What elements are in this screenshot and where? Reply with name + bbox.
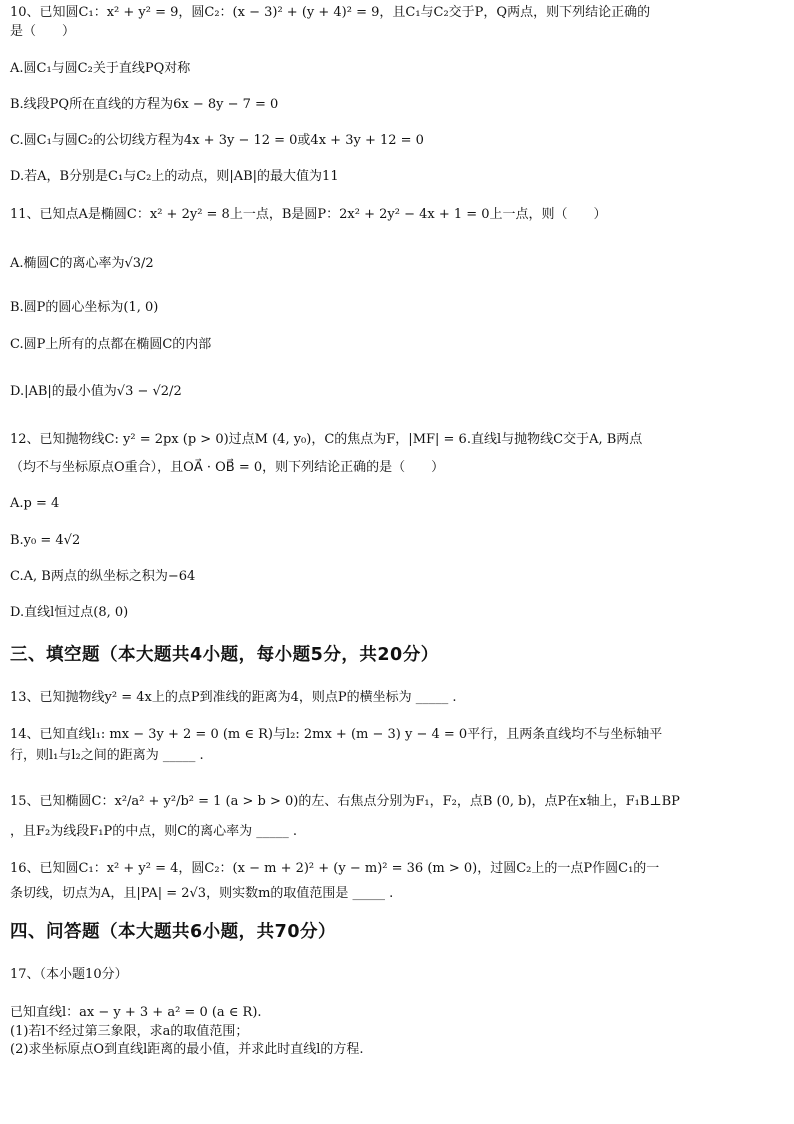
question-17-part-2: (2)求坐标原点O到直线l距离的最小值，并求此时直线l的方程. xyxy=(10,1042,364,1057)
question-17-part-1: (1)若l不经过第三象限，求a的取值范围； xyxy=(10,1024,249,1039)
question-16-continued: 条切线，切点为A，且|PA| = 2√3，则实数m的取值范围是 _____ . xyxy=(10,886,394,901)
question-11-option-b: B.圆P的圆心坐标为(1, 0) xyxy=(10,300,159,315)
section-4-heading: 四、问答题（本大题共6小题，共70分） xyxy=(10,922,337,942)
question-12-option-a: A.p = 4 xyxy=(10,496,60,511)
question-10-stem: 10、已知圆C₁：x² + y² = 9，圆C₂：(x − 3)² + (y + 4)² = 9，且C₁与C₂交于P，Q两点，则下列结论正确的 xyxy=(10,5,651,20)
question-17-stem: 已知直线l：ax − y + 3 + a² = 0 (a ∈ R). xyxy=(10,1005,262,1020)
question-12-option-b: B.y₀ = 4√2 xyxy=(10,533,81,548)
question-14: 14、已知直线l₁: mx − 3y + 2 = 0 (m ∈ R)与l₂: 2mx + (m − 3) y − 4 = 0平行，且两条直线均不与坐标轴平 xyxy=(10,727,663,742)
question-12-stem: 12、已知抛物线C: y² = 2px (p > 0)过点M (4, y₀)，C的焦点为F，|MF| = 6.直线l与抛物线C交于A, B两点 xyxy=(10,432,643,447)
question-10-option-b: B.线段PQ所在直线的方程为6x − 8y − 7 = 0 xyxy=(10,97,279,112)
question-12-option-c: C.A, B两点的纵坐标之积为−64 xyxy=(10,569,196,584)
question-10-option-a: A.圆C₁与圆C₂关于直线PQ对称 xyxy=(10,61,191,76)
question-12-option-d: D.直线l恒过点(8, 0) xyxy=(10,605,129,620)
question-10-stem-continued: 是（ ） xyxy=(10,24,76,39)
question-14-continued: 行，则l₁与l₂之间的距离为 _____ . xyxy=(10,748,204,763)
question-11-option-c: C.圆P上所有的点都在椭圆C的内部 xyxy=(10,337,212,352)
question-11-option-d: D.|AB|的最小值为√3 − √2/2 xyxy=(10,384,182,399)
section-3-heading: 三、填空题（本大题共4小题，每小题5分，共20分） xyxy=(10,645,439,665)
question-11-option-a: A.椭圆C的离心率为√3/2 xyxy=(10,256,154,271)
question-10-option-d: D.若A，B分别是C₁与C₂上的动点，则|AB|的最大值为11 xyxy=(10,169,339,184)
question-16: 16、已知圆C₁：x² + y² = 4，圆C₂：(x − m + 2)² + (y − m)² = 36 (m > 0)，过圆C₂上的一点P作圆C₁的一 xyxy=(10,861,660,876)
question-11-stem: 11、已知点A是椭圆C：x² + 2y² = 8上一点，B是圆P：2x² + 2y² − 4x + 1 = 0上一点，则（ ） xyxy=(10,207,607,222)
question-13: 13、已知抛物线y² = 4x上的点P到准线的距离为4，则点P的横坐标为 _____ . xyxy=(10,690,457,705)
question-15: 15、已知椭圆C：x²/a² + y²/b² = 1 (a > b > 0)的左、右焦点分别为F₁，F₂，点B (0, b)，点P在x轴上，F₁B⊥BP xyxy=(10,794,680,809)
question-12-stem-continued: （均不与坐标原点O重合），且OA⃗ · OB⃗ = 0，则下列结论正确的是（ ） xyxy=(10,460,445,475)
question-17-heading: 17、（本小题10分） xyxy=(10,967,128,982)
question-15-continued: ，且F₂为线段F₁P的中点，则C的离心率为 _____ . xyxy=(10,824,298,839)
question-10-option-c: C.圆C₁与圆C₂的公切线方程为4x + 3y − 12 = 0或4x + 3y + 12 = 0 xyxy=(10,133,424,148)
